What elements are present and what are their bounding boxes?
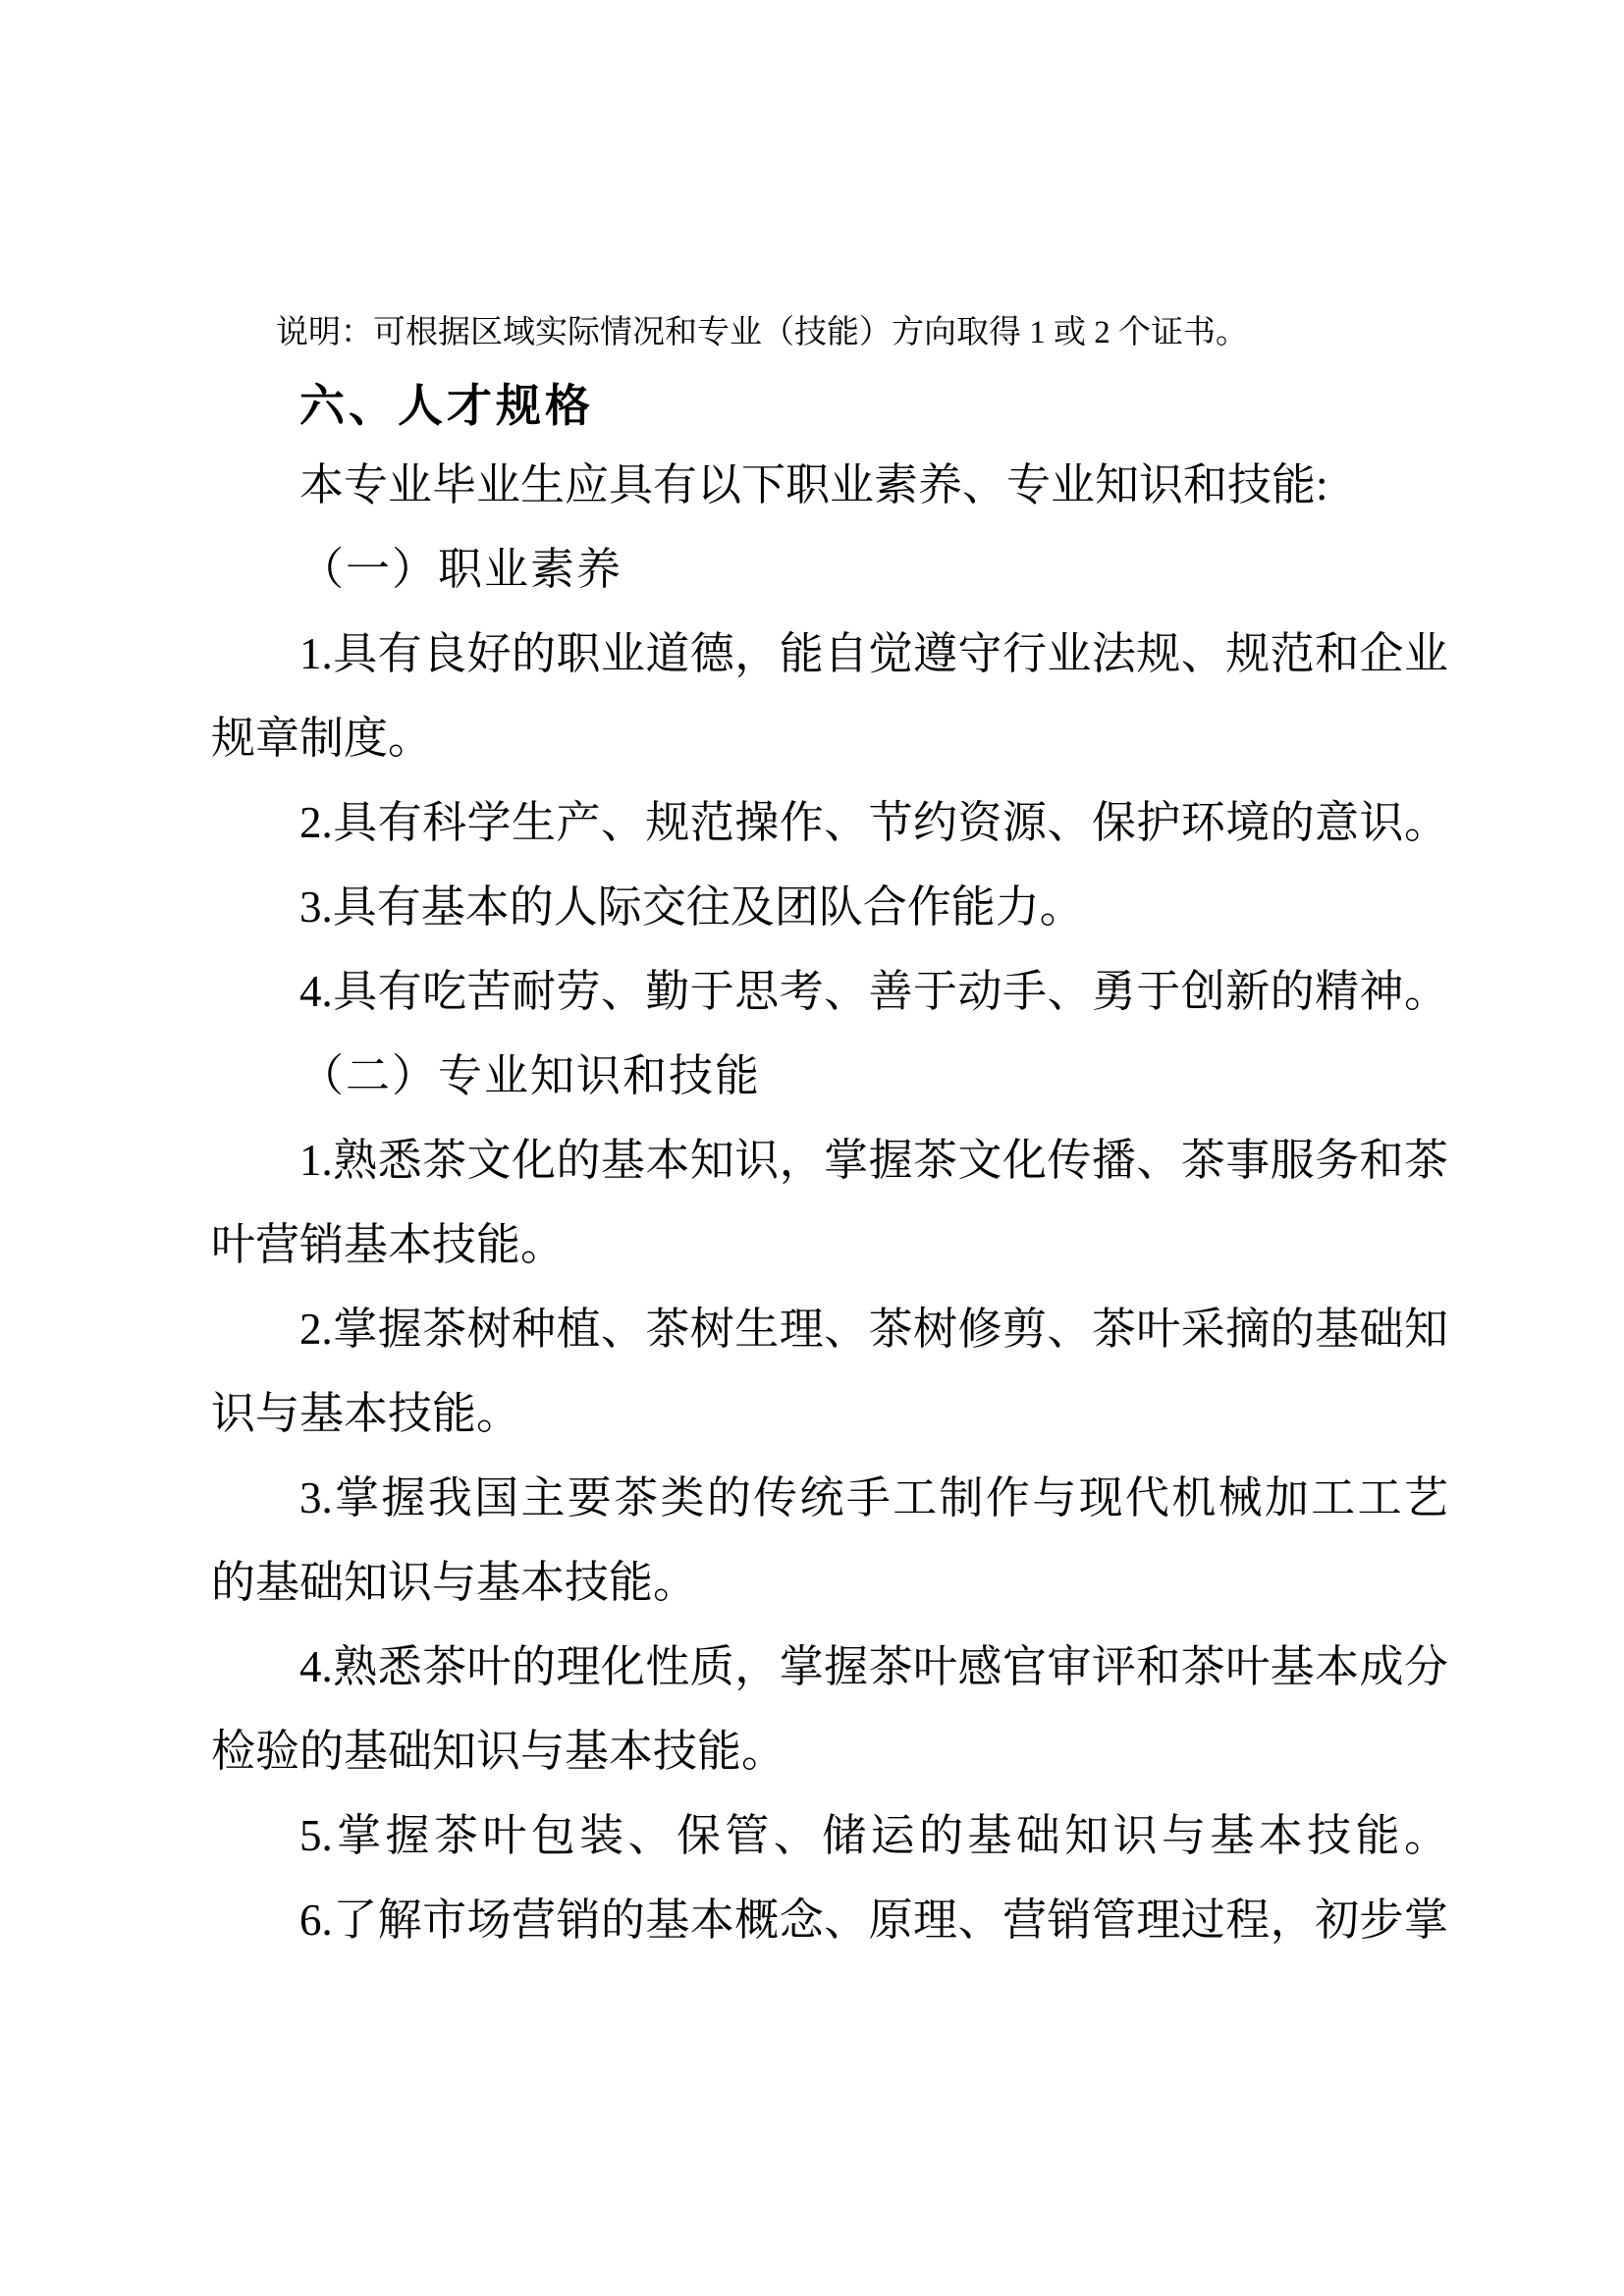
paragraph-line: 1.具有良好的职业道德，能自觉遵守行业法规、规范和企业 <box>299 629 1448 678</box>
paragraph-line: 6.了解市场营销的基本概念、原理、营销管理过程，初步掌 <box>299 1896 1448 1945</box>
paragraph-line: 识与基本技能。 <box>211 1389 521 1438</box>
paragraph-line: 3.具有基本的人际交往及团队合作能力。 <box>299 882 1084 932</box>
paragraph-line: 5.掌握茶叶包装、保管、储运的基础知识与基本技能。 <box>299 1811 1448 1860</box>
paragraph-line: 2.掌握茶树种植、茶树生理、茶树修剪、茶叶采摘的基础知 <box>299 1305 1448 1354</box>
paragraph-line: 4.具有吃苦耐劳、勤于思考、善于动手、勇于创新的精神。 <box>299 967 1448 1016</box>
note-line: 说明：可根据区域实际情况和专业（技能）方向取得 1 或 2 个证书。 <box>276 315 1248 350</box>
section-heading: 六、人才规格 <box>299 380 594 431</box>
paragraph-line: 3.掌握我国主要茶类的传统手工制作与现代机械加工工艺 <box>299 1473 1448 1522</box>
paragraph-line: 检验的基础知识与基本技能。 <box>211 1727 786 1776</box>
paragraph-line: 叶营销基本技能。 <box>211 1220 566 1269</box>
intro-line: 本专业毕业生应具有以下职业素养、专业知识和技能: <box>299 460 1328 509</box>
text-column <box>211 297 1448 1962</box>
subsection-1-heading: （一）职业素养 <box>299 545 623 594</box>
paragraph-line: 规章制度。 <box>211 714 433 763</box>
paragraph-line: 2.具有科学生产、规范操作、节约资源、保护环境的意识。 <box>299 798 1448 847</box>
paragraph-line: 4.熟悉茶叶的理化性质，掌握茶叶感官审评和茶叶基本成分 <box>299 1642 1448 1691</box>
paragraph-line: 的基础知识与基本技能。 <box>211 1558 698 1607</box>
subsection-2-heading: （二）专业知识和技能 <box>299 1051 762 1100</box>
paragraph-line: 1.熟悉茶文化的基本知识，掌握茶文化传播、茶事服务和茶 <box>299 1136 1448 1185</box>
